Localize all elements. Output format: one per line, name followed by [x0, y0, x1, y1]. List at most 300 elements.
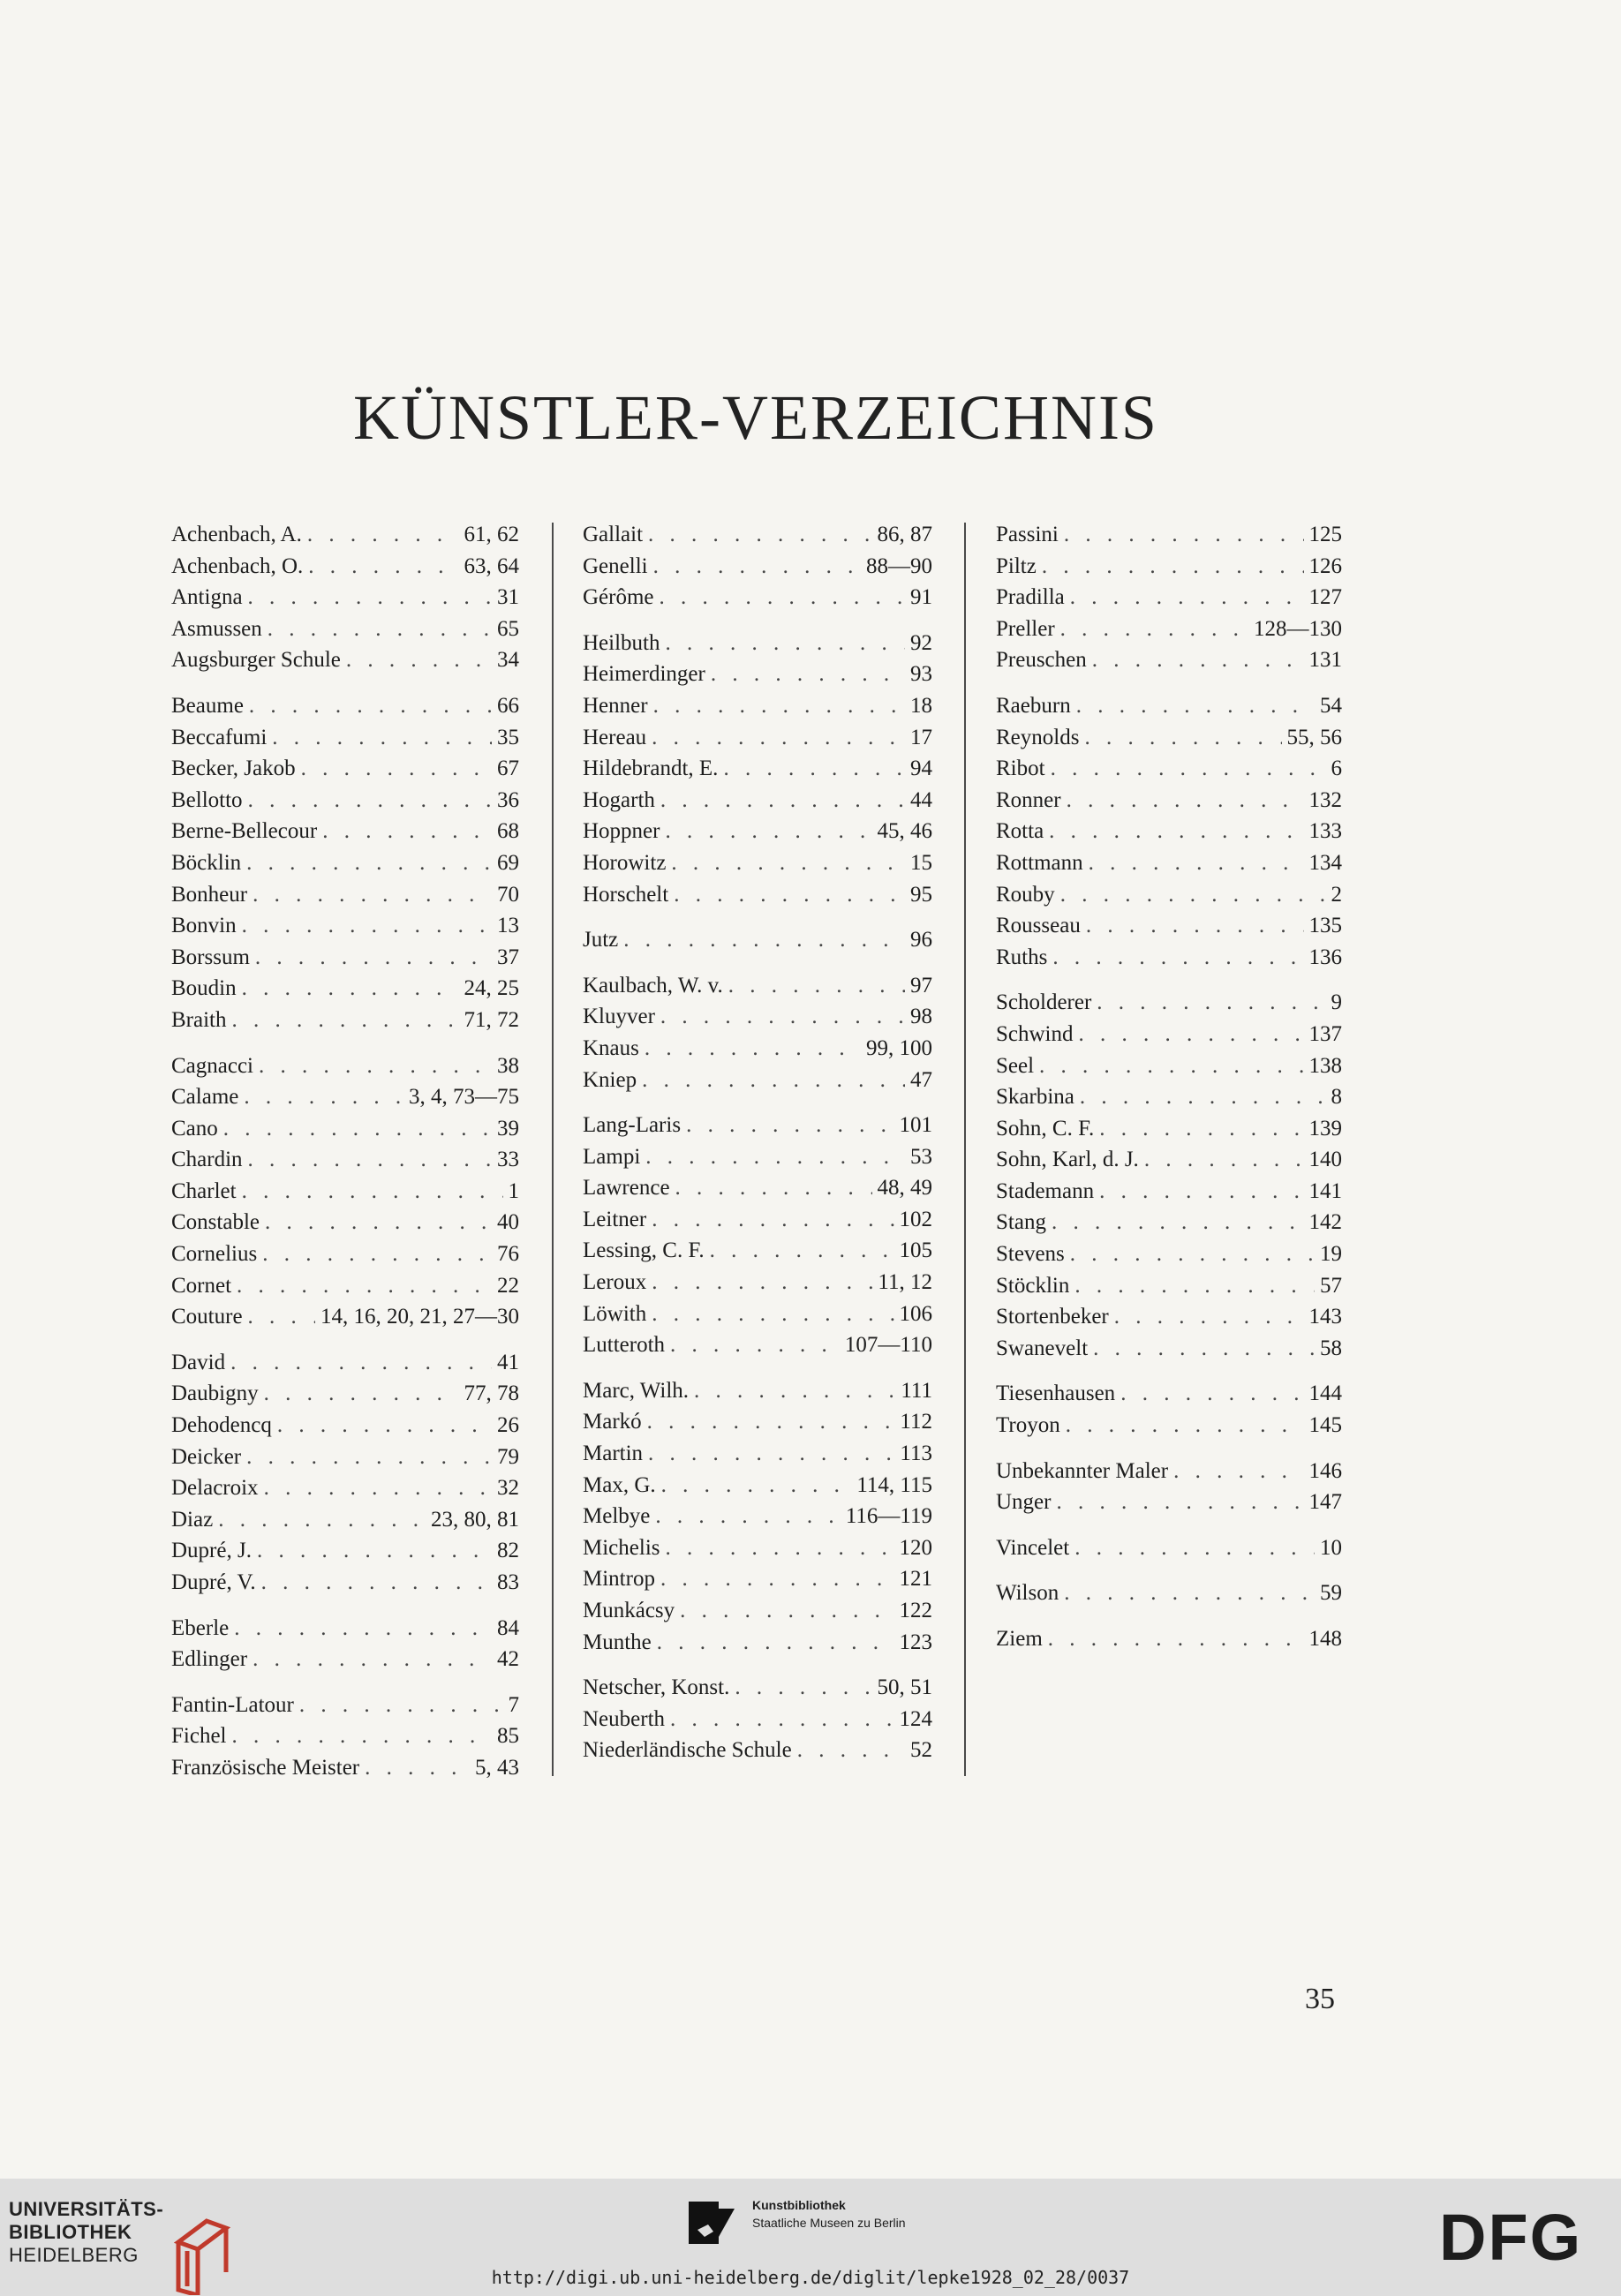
dot-leader [265, 1207, 492, 1238]
artist-name: Tiesenhausen [996, 1381, 1116, 1406]
library-name-line: UNIVERSITÄTS- [9, 2198, 164, 2220]
dot-leader [680, 1595, 893, 1627]
page-references: 71, 72 [464, 1007, 519, 1032]
page-references: 136 [1308, 945, 1342, 969]
dot-leader [623, 924, 905, 956]
dot-leader [1089, 847, 1304, 879]
page-references: 114, 115 [856, 1472, 932, 1497]
index-entry [583, 1406, 932, 1438]
dot-leader [223, 1113, 492, 1145]
page-references: 76 [497, 1242, 519, 1267]
index-letter-group [996, 1378, 1342, 1441]
dot-leader [1039, 1050, 1303, 1082]
index-entry [171, 1535, 519, 1567]
dot-leader [711, 659, 905, 690]
index-entry [583, 1501, 932, 1532]
page-references: 23, 80, 81 [431, 1507, 519, 1532]
index-entry [583, 785, 932, 817]
page-references: 26 [497, 1413, 519, 1438]
index-entry [171, 1613, 519, 1645]
page-references: 10 [1320, 1535, 1342, 1560]
page-references: 2 [1331, 882, 1342, 907]
index-entry [171, 973, 519, 1005]
artist-name: Achenbach, A. [171, 523, 302, 546]
index-entry [583, 879, 932, 911]
artist-name: Munkácsy [583, 1599, 675, 1622]
artist-name: Hogarth [583, 787, 655, 812]
page-references: 137 [1308, 1021, 1342, 1046]
page-references: 122 [899, 1599, 932, 1622]
index-letter-group [996, 987, 1342, 1364]
index-entry [171, 785, 519, 817]
index-column-1 [171, 519, 519, 1798]
dot-leader [259, 1050, 492, 1082]
index-letter-group [996, 519, 1342, 676]
index-entry [996, 1577, 1342, 1609]
index-entry [996, 1487, 1342, 1518]
artist-name: Hereau [583, 725, 647, 749]
dot-leader [1052, 942, 1303, 974]
index-entry [583, 551, 932, 583]
artist-name: Beaume [171, 693, 244, 718]
dot-leader [735, 1672, 871, 1704]
artist-name: Becker, Jakob [171, 757, 296, 781]
artist-name: Genelli [583, 553, 648, 578]
index-entry [996, 519, 1342, 551]
dot-leader [1042, 551, 1304, 583]
index-letter-group [996, 1532, 1342, 1564]
dot-leader [268, 614, 492, 645]
page-references: 79 [497, 1444, 519, 1469]
artist-name: Troyon [996, 1413, 1060, 1438]
dot-leader [1074, 1270, 1315, 1302]
dot-leader [346, 644, 492, 676]
artist-name: Wilson [996, 1581, 1059, 1606]
page-references: 40 [497, 1210, 519, 1235]
dot-leader [261, 1567, 492, 1599]
artist-name: Seel [996, 1053, 1035, 1078]
dot-leader [1070, 1238, 1315, 1270]
index-entry [171, 753, 519, 785]
dot-leader [264, 1472, 492, 1504]
index-entry [996, 847, 1342, 879]
page-references: 88—90 [866, 553, 932, 578]
artist-name: Dupré, J. [171, 1539, 252, 1563]
artist-name: Calame [171, 1085, 239, 1110]
page-references: 98 [910, 1005, 932, 1029]
dot-leader [660, 1001, 905, 1033]
index-entry [996, 785, 1342, 817]
column-divider [964, 523, 966, 1776]
page-references: 45, 46 [877, 819, 932, 844]
page-references: 143 [1308, 1305, 1342, 1329]
artist-name: Preuschen [996, 648, 1087, 673]
index-entry [171, 1504, 519, 1536]
page-references: 57 [1320, 1273, 1342, 1298]
index-entry [171, 1050, 519, 1082]
artist-name: Stortenbeker [996, 1305, 1109, 1329]
dot-leader [1070, 582, 1304, 614]
artist-name: Lawrence [583, 1176, 670, 1201]
page-references: 94 [910, 757, 932, 781]
index-entry [171, 1270, 519, 1302]
page-references: 125 [1308, 523, 1342, 546]
partner-name: Kunstbibliothek [752, 2198, 846, 2212]
dot-leader [1056, 1487, 1303, 1518]
index-letter-group [171, 519, 519, 676]
artist-name: Stang [996, 1210, 1046, 1235]
page-references: 111 [901, 1378, 932, 1403]
dfg-logo[interactable]: DFG [1439, 2201, 1583, 2274]
index-entry [171, 816, 519, 847]
dot-leader [1084, 722, 1281, 754]
artist-name: Kaulbach, W. v. [583, 973, 723, 997]
artist-name: Unger [996, 1490, 1052, 1515]
page-title: KÜNSTLER-VERZEICHNIS [353, 382, 1158, 453]
dot-leader [1060, 614, 1248, 645]
index-entry [996, 1176, 1342, 1208]
artist-name: Horowitz [583, 850, 667, 875]
page-references: 91 [910, 585, 932, 610]
dot-leader [1060, 879, 1326, 911]
index-entry [583, 1563, 932, 1595]
index-entry [583, 924, 932, 956]
artist-name: Mintrop [583, 1567, 655, 1592]
dot-leader [670, 1329, 840, 1361]
dot-leader [242, 1176, 503, 1208]
page-references: 120 [899, 1535, 932, 1560]
artist-name: Ronner [996, 787, 1061, 812]
artist-name: Eberle [171, 1615, 230, 1640]
page-references: 34 [497, 648, 519, 673]
page-references: 141 [1308, 1178, 1342, 1203]
index-letter-group [996, 690, 1342, 973]
index-letter-group [171, 1347, 519, 1599]
artist-name: Beccafumi [171, 725, 268, 749]
page-references: 67 [497, 757, 519, 781]
artist-name: Scholderer [996, 990, 1092, 1015]
page-references: 97 [910, 973, 932, 997]
dot-leader [1092, 644, 1304, 676]
artist-name: Braith [171, 1007, 227, 1032]
page-references: 7 [508, 1692, 519, 1717]
index-entry [996, 582, 1342, 614]
dot-leader [1099, 1113, 1303, 1145]
index-letter-group [996, 1577, 1342, 1609]
index-entry [583, 1704, 932, 1735]
artist-name: Heimerdinger [583, 662, 705, 687]
artist-name: Edlinger [171, 1647, 248, 1672]
page-references: 134 [1308, 850, 1342, 875]
artist-name: Stademann [996, 1178, 1095, 1203]
artist-name: Fantin-Latour [171, 1692, 294, 1717]
dot-leader [652, 722, 905, 754]
dot-leader [299, 1690, 503, 1721]
page-references: 65 [497, 616, 519, 641]
index-entry [996, 1144, 1342, 1176]
dot-leader [1114, 1301, 1304, 1333]
index-entry [583, 1672, 932, 1704]
artist-name: Bellotto [171, 787, 243, 812]
artist-name: Löwith [583, 1301, 647, 1326]
artist-name: Hoppner [583, 819, 660, 844]
page-references: 77, 78 [464, 1381, 519, 1406]
index-entry [171, 1472, 519, 1504]
dot-leader [661, 1470, 852, 1502]
dot-leader [1173, 1456, 1303, 1487]
index-entry [996, 1532, 1342, 1564]
index-entry [996, 1623, 1342, 1655]
dot-leader [248, 785, 492, 817]
index-entry [583, 1595, 932, 1627]
permalink-url[interactable]: http://digi.ub.uni-heidelberg.de/diglit/lepke1928_02_28/0037 [491, 2267, 1130, 2288]
artist-name: Gérôme [583, 585, 654, 610]
artist-name: Leitner [583, 1207, 647, 1231]
index-entry [996, 1019, 1342, 1050]
index-entry [171, 722, 519, 754]
artist-name: Michelis [583, 1535, 660, 1560]
index-entry [583, 1110, 932, 1141]
page-references: 32 [497, 1476, 519, 1501]
dot-leader [728, 970, 905, 1002]
index-entry [996, 690, 1342, 722]
index-entry [171, 1347, 519, 1379]
page-references: 59 [1320, 1581, 1342, 1606]
dot-leader [657, 1627, 894, 1659]
page-references: 18 [910, 693, 932, 718]
page-references: 113 [900, 1442, 932, 1466]
index-entry [996, 816, 1342, 847]
index-entry [583, 582, 932, 614]
index-entry [171, 1144, 519, 1176]
index-letter-group [583, 519, 932, 614]
artist-name: Böcklin [171, 850, 242, 875]
index-entry [171, 1690, 519, 1721]
artist-name: Max, G. [583, 1472, 656, 1497]
page-references: 148 [1308, 1627, 1342, 1651]
dot-leader [648, 519, 871, 551]
page-references: 127 [1308, 585, 1342, 610]
artist-name: Cornelius [171, 1242, 258, 1267]
dot-leader [686, 1110, 893, 1141]
dot-leader [248, 582, 492, 614]
page-references: 105 [899, 1238, 932, 1263]
dot-leader [652, 1204, 893, 1236]
index-entry [171, 1005, 519, 1036]
artist-name: Achenbach, O. [171, 553, 304, 578]
index-entry [171, 1752, 519, 1784]
index-entry [996, 987, 1342, 1019]
index-entry [583, 1001, 932, 1033]
index-entry [171, 1378, 519, 1410]
index-entry [583, 1141, 932, 1173]
index-letter-group [583, 628, 932, 910]
index-entry [583, 659, 932, 690]
dot-leader [242, 910, 492, 942]
page-references: 9 [1331, 990, 1342, 1015]
index-entry [171, 1113, 519, 1145]
artist-name: Lessing, C. F. [583, 1238, 705, 1263]
page-references: 42 [497, 1647, 519, 1672]
page-references: 126 [1308, 553, 1342, 578]
dot-leader [1074, 1532, 1315, 1564]
dot-leader [666, 628, 906, 659]
page-references: 48, 49 [877, 1176, 932, 1201]
page-references: 61, 62 [464, 523, 519, 546]
viewer-footer [0, 2179, 1621, 2296]
page-references: 69 [497, 850, 519, 875]
artist-name: Ruths [996, 945, 1048, 969]
artist-name: Hildebrandt, E. [583, 757, 719, 781]
page-references: 3, 4, 73—75 [409, 1085, 519, 1110]
index-entry [171, 1301, 519, 1333]
page-references: 17 [910, 725, 932, 749]
page-references: 144 [1308, 1381, 1342, 1406]
index-entry [171, 1176, 519, 1208]
dot-leader [642, 1065, 905, 1096]
page-references: 92 [910, 630, 932, 655]
page-references: 54 [1320, 693, 1342, 718]
dot-leader [308, 551, 458, 583]
index-entry [171, 879, 519, 911]
artist-name: Stevens [996, 1242, 1065, 1267]
index-entry [171, 1567, 519, 1599]
dot-leader [257, 1535, 492, 1567]
page-references: 1 [508, 1178, 519, 1203]
dot-leader [1064, 1577, 1315, 1609]
dot-leader [232, 1720, 493, 1752]
artist-name: Vincelet [996, 1535, 1070, 1560]
page-references: 66 [497, 693, 519, 718]
artist-name: Markó [583, 1410, 642, 1434]
artist-name: Jutz [583, 928, 619, 952]
index-column-3 [996, 519, 1342, 1669]
index-entry [171, 551, 519, 583]
index-entry [996, 722, 1342, 754]
page-references: 121 [899, 1567, 932, 1592]
artist-name: Fichel [171, 1724, 227, 1749]
artist-name: Ziem [996, 1627, 1043, 1651]
index-entry [583, 1470, 932, 1502]
page-references: 13 [497, 914, 519, 938]
page-references: 11, 12 [878, 1270, 932, 1295]
kunstbibliothek-emblem-icon [689, 2202, 738, 2244]
artist-name: Antigna [171, 585, 243, 610]
artist-name: Bonheur [171, 882, 248, 907]
page-references: 135 [1308, 914, 1342, 938]
page-references: 19 [1320, 1242, 1342, 1267]
page-references: 55, 56 [1286, 725, 1342, 749]
artist-name: David [171, 1350, 226, 1374]
dot-leader [1099, 1176, 1303, 1208]
index-entry [583, 1329, 932, 1361]
page-references: 15 [910, 850, 932, 875]
index-entry [583, 1532, 932, 1564]
index-entry [583, 847, 932, 879]
index-entry [171, 1410, 519, 1442]
dot-leader [1076, 690, 1315, 722]
page-references: 84 [497, 1615, 519, 1640]
artist-name: Charlet [171, 1178, 237, 1203]
page-references: 102 [899, 1207, 932, 1231]
artist-name: Lampi [583, 1144, 641, 1169]
artist-name: Rouby [996, 882, 1055, 907]
index-entry [996, 1333, 1342, 1365]
dot-leader [674, 879, 905, 911]
page-references: 63, 64 [464, 553, 519, 578]
index-letter-group [171, 1050, 519, 1333]
page-references: 140 [1308, 1148, 1342, 1172]
dot-leader [670, 1704, 893, 1735]
page-references: 70 [497, 882, 519, 907]
page-references: 107—110 [844, 1333, 932, 1358]
artist-name: Leroux [583, 1270, 647, 1295]
index-entry [583, 1065, 932, 1096]
page-references: 22 [497, 1273, 519, 1298]
dot-leader [652, 1267, 872, 1299]
index-entry [171, 1207, 519, 1238]
index-entry [583, 1438, 932, 1470]
dot-leader [232, 1005, 459, 1036]
dot-leader [307, 519, 459, 551]
index-entry [171, 690, 519, 722]
page-references: 124 [899, 1706, 932, 1731]
dot-leader [365, 1752, 470, 1784]
index-entry [583, 1627, 932, 1659]
artist-name: Lang-Laris [583, 1113, 682, 1138]
index-entry [996, 910, 1342, 942]
dot-leader [660, 785, 905, 817]
index-letter-group [171, 1690, 519, 1784]
artist-name: Rottmann [996, 850, 1083, 875]
index-entry [996, 1207, 1342, 1238]
dot-leader [1052, 1207, 1304, 1238]
partner-subtitle: Staatliche Museen zu Berlin [752, 2216, 906, 2230]
index-entry [996, 644, 1342, 676]
page-references: 145 [1308, 1413, 1342, 1438]
artist-name: Swanevelt [996, 1336, 1089, 1360]
index-entry [996, 614, 1342, 645]
dot-leader [246, 1442, 492, 1473]
page-references: 106 [899, 1301, 932, 1326]
dot-leader [1051, 753, 1326, 785]
page-references: 37 [497, 945, 519, 969]
index-entry [171, 519, 519, 551]
index-entry [583, 753, 932, 785]
page-references: 24, 25 [464, 976, 519, 1001]
dot-leader [653, 551, 861, 583]
page-references: 41 [497, 1350, 519, 1374]
library-name-line: BIBLIOTHEK [9, 2221, 132, 2243]
dot-leader [665, 816, 871, 847]
artist-name: Pradilla [996, 585, 1065, 610]
page-references: 142 [1308, 1210, 1342, 1235]
page-references: 132 [1308, 787, 1342, 812]
page-references: 50, 51 [877, 1675, 932, 1700]
page-references: 82 [497, 1539, 519, 1563]
index-entry [996, 1050, 1342, 1082]
index-entry [171, 1238, 519, 1270]
artist-name: Kniep [583, 1067, 637, 1092]
dot-leader [249, 690, 492, 722]
dot-leader [248, 1301, 315, 1333]
artist-name: Dupré, V. [171, 1570, 256, 1594]
index-entry [583, 816, 932, 847]
index-entry [996, 1238, 1342, 1270]
index-entry [583, 722, 932, 754]
artist-name: Asmussen [171, 616, 262, 641]
heidelberg-library-logo[interactable] [9, 2198, 163, 2267]
